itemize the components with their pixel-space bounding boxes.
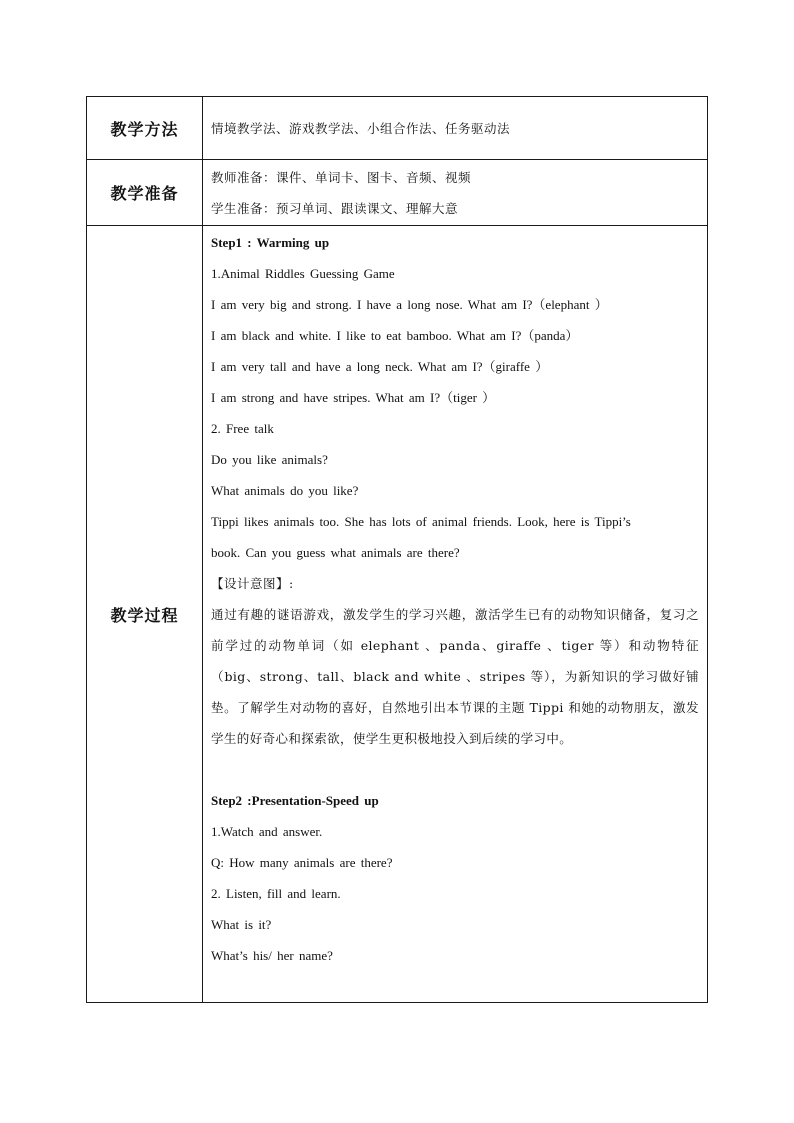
process-content-cell: [203, 226, 708, 1003]
step2-question-3: What’s his/ her name?: [211, 948, 333, 963]
student-preparation: 学生准备：预习单词、跟读课文、理解大意: [211, 200, 459, 216]
step1-title: Step1 : Warming up: [211, 235, 330, 250]
method-label: 教学方法: [87, 97, 203, 160]
preparation-content-cell: [203, 160, 708, 226]
method-content: 情境教学法、游戏教学法、小组合作法、任务驱动法: [211, 120, 511, 136]
lesson-plan-table: [86, 96, 708, 1003]
riddle-1: I am very big and strong. I have a long nose. What am I?（elephant ）: [211, 297, 608, 312]
question-2: What animals do you like?: [211, 483, 359, 498]
tippi-line-2: book. Can you guess what animals are there?: [211, 545, 460, 560]
step1-item2: 2. Free talk: [211, 421, 274, 436]
step2-title: Step2 :Presentation-Speed up: [211, 793, 379, 808]
step2-question: Q: How many animals are there?: [211, 855, 393, 870]
process-row: [87, 226, 708, 1003]
design-heading: 【设计意图】:: [211, 576, 294, 591]
spacer: [211, 754, 699, 785]
design-intent-text: 通过有趣的谜语游戏，激发学生的学习兴趣，激活学生已有的动物知识储备，复习之前学过的动物单词（如 elephant 、panda、giraffe 、tiger 等）和动物特征（big、strong、tall、black and white 、stripes 等），为新知识的学习做好铺垫。了解学生对动物的喜好，自然地引出本节课的主题 Tippi 和她的动物朋友，激发学生的好奇心和探索欲，使学生更积极地投入到后续的学习中。: [211, 607, 699, 746]
method-row: [87, 97, 708, 160]
step2-item2: 2. Listen, fill and learn.: [211, 886, 341, 901]
riddle-3: I am very tall and have a long neck. What am I?（giraffe ）: [211, 359, 549, 374]
riddle-4: I am strong and have stripes. What am I?（tiger ）: [211, 390, 496, 405]
tippi-line-1: Tippi likes animals too. She has lots of animal friends. Look, here is Tippi’s: [211, 514, 631, 529]
question-1: Do you like animals?: [211, 452, 328, 467]
preparation-row: [87, 160, 708, 226]
preparation-label: 教学准备: [87, 160, 203, 226]
method-content-cell: [203, 97, 708, 160]
process-label: 教学过程: [87, 226, 203, 1003]
teacher-preparation: 教师准备：课件、单词卡、图卡、音频、视频: [211, 169, 472, 185]
step2-item1: 1.Watch and answer.: [211, 824, 323, 839]
riddle-2: I am black and white. I like to eat bamboo. What am I?（panda）: [211, 328, 579, 343]
step1-item1: 1.Animal Riddles Guessing Game: [211, 266, 395, 281]
step2-question-2: What is it?: [211, 917, 272, 932]
